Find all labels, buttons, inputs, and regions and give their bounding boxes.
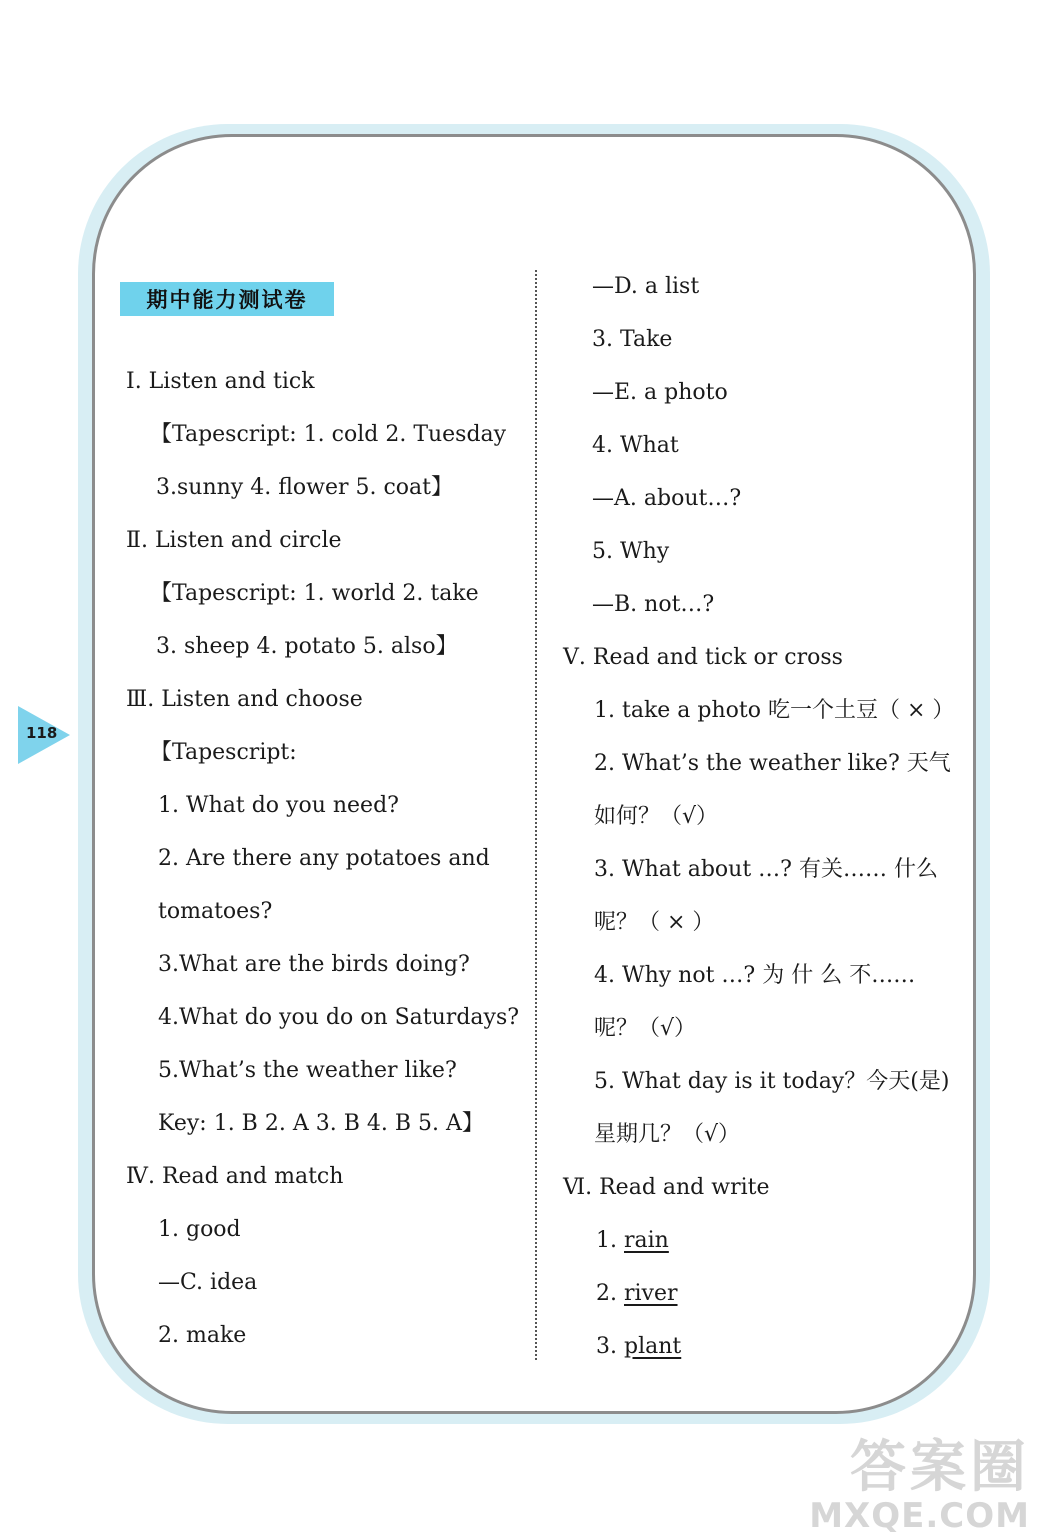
tick-cross-item: 1. take a photo 吃一个土豆（ × ） (594, 698, 955, 723)
tapescript-line: 3. sheep 4. potato 5. also】 (156, 634, 458, 659)
tick-cross-item: 星期几？（√） (594, 1122, 741, 1147)
heading-tick-cross: Ⅴ. Read and tick or cross (563, 645, 843, 670)
column-divider (535, 270, 537, 1360)
answer-key: Key: 1. B 2. A 3. B 4. B 5. A】 (158, 1111, 484, 1136)
match-item: 3. Take (592, 327, 673, 352)
tick-cross-item: 呢？（ × ） (594, 910, 715, 935)
question-line: 3.What are the birds doing? (158, 952, 470, 977)
tapescript-line: 【Tapescript: 1. cold 2. Tuesday (150, 422, 507, 447)
write-answer-word: plant (624, 1334, 682, 1359)
watermark-cn: 答案圈 (850, 1435, 1030, 1500)
match-answer: —D. a list (592, 274, 700, 299)
heading-read-write: Ⅵ. Read and write (563, 1175, 770, 1200)
write-answer-word: river (624, 1281, 678, 1306)
heading-listen-circle: Ⅱ. Listen and circle (126, 528, 342, 553)
write-answer-number: 1. (596, 1228, 617, 1253)
question-line: 5.What’s the weather like? (158, 1058, 457, 1083)
tick-cross-item: 4. Why not …? 为 什 么 不…… (594, 963, 916, 988)
write-answer (596, 1280, 678, 1308)
tick-cross-item: 5. What day is it today？今天(是) (594, 1069, 950, 1094)
match-answer: —C. idea (158, 1270, 258, 1295)
watermark (809, 1435, 1030, 1536)
watermark-en: MXQE.COM (809, 1496, 1030, 1536)
page-number: 118 (26, 724, 58, 742)
write-answer-word: rain (624, 1228, 669, 1253)
match-answer: —E. a photo (592, 380, 728, 405)
tapescript-line: 3.sunny 4. flower 5. coat】 (156, 475, 453, 500)
question-line: tomatoes? (158, 899, 273, 924)
tapescript-line: 【Tapescript: (150, 740, 297, 765)
question-line: 2. Are there any potatoes and (158, 846, 490, 871)
write-answer-number: 2. (596, 1281, 617, 1306)
tick-cross-item: 3. What about …? 有关…… 什么 (594, 857, 938, 882)
question-line: 1. What do you need? (158, 793, 399, 818)
write-answer-number: 3. (596, 1334, 617, 1359)
match-answer: —B. not…? (592, 592, 715, 617)
question-line: 4.What do you do on Saturdays? (158, 1005, 520, 1030)
match-item: 5. Why (592, 539, 670, 564)
tapescript-line: 【Tapescript: 1. world 2. take (150, 581, 479, 606)
write-answer (596, 1227, 669, 1255)
match-answer: —A. about…? (592, 486, 742, 511)
match-item: 2. make (158, 1323, 247, 1348)
match-item: 4. What (592, 433, 679, 458)
tick-cross-item: 2. What’s the weather like? 天气 (594, 751, 951, 776)
heading-read-match: Ⅳ. Read and match (126, 1164, 344, 1189)
match-item: 1. good (158, 1217, 241, 1242)
tick-cross-item: 呢？（√） (594, 1016, 697, 1041)
write-answer (596, 1333, 681, 1361)
section-title: 期中能力测试卷 (120, 282, 334, 316)
tick-cross-item: 如何？（√） (594, 804, 719, 829)
heading-listen-choose: Ⅲ. Listen and choose (126, 687, 363, 712)
heading-listen-tick: Ⅰ. Listen and tick (126, 369, 315, 394)
